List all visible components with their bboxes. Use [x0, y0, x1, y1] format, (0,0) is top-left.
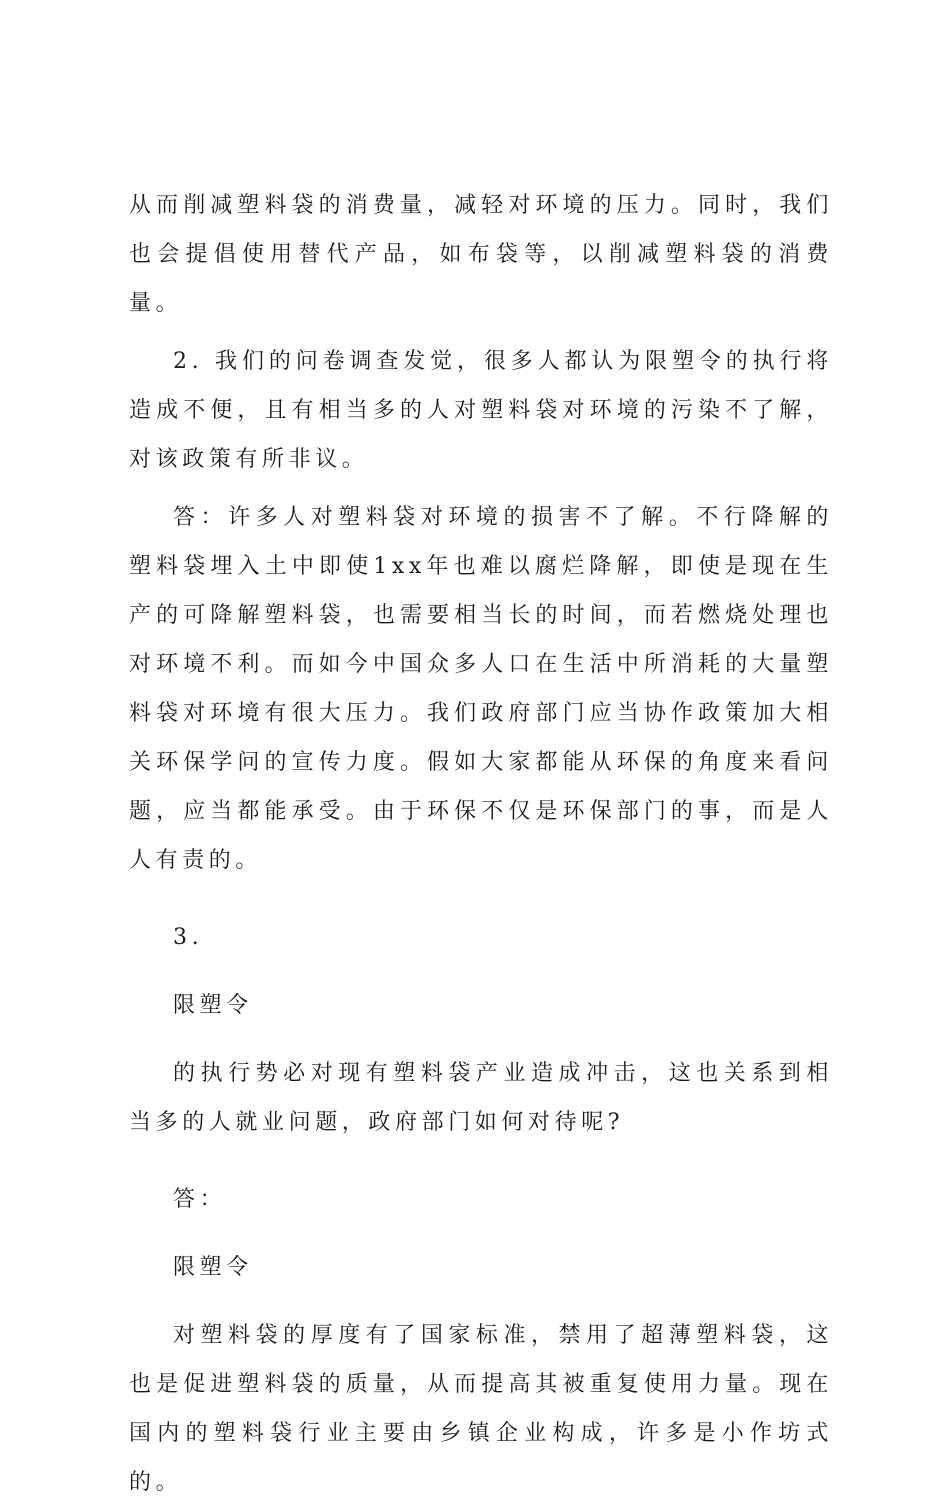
paragraph-answer-3: 对塑料袋的厚度有了国家标准，禁用了超薄塑料袋，这也是促进塑料袋的质量，从而提高其被重复使用力量。现在国内的塑料袋行业主要由乡镇企业构成，许多是小作坊式的。 — [129, 1323, 833, 1495]
paragraph-answer-3-label: 答： — [173, 1187, 227, 1212]
paragraph-term-2: 限塑令 — [173, 1255, 253, 1280]
paragraph-continuation: 从而削减塑料袋的消费量，减轻对环境的压力。同时，我们也会提倡使用替代产品，如布袋等，以削减塑料袋的消费量。 — [129, 193, 833, 316]
paragraph-question-3: 的执行势必对现有塑料袋产业造成冲击，这也关系到相当多的人就业问题，政府部门如何对待呢? — [129, 1061, 833, 1135]
document-body — [129, 181, 833, 1507]
paragraph-question-3-number: 3. — [173, 925, 204, 950]
paragraph-term-1: 限塑令 — [173, 993, 253, 1018]
paragraph-answer-2: 答：许多人对塑料袋对环境的损害不了解。不行降解的塑料袋埋入土中即使1xx年也难以腐烂降解，即使是现在生产的可降解塑料袋，也需要相当长的时间，而若燃烧处理也对环境不利。而如今中国众多人口在生活中所消耗的大量塑料袋对环境有很大压力。我们政府部门应当协作政策加大相关环保学问的宣传力度。假如大家都能从环保的角度来看问题，应当都能承受。由于环保不仅是环保部门的事，而是人人有责的。 — [129, 505, 833, 873]
paragraph-question-2: 2. 我们的问卷调查发觉，很多人都认为限塑令的执行将造成不便，且有相当多的人对塑料袋对环境的污染不了解，对该政策有所非议。 — [129, 349, 833, 472]
